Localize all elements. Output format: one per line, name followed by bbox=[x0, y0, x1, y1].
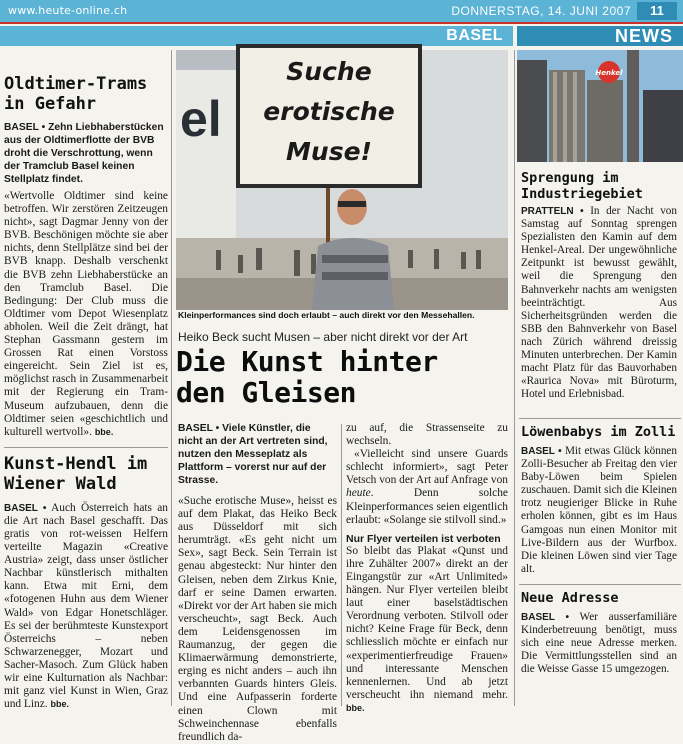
main-kicker: BASEL • bbox=[178, 423, 220, 434]
trams-kicker: BASEL • bbox=[4, 122, 46, 133]
henkel-logo: Henkel bbox=[595, 69, 623, 77]
protest-photo-illustration bbox=[176, 50, 508, 310]
trams-body-text: «Wertvolle Oldtimer sind keine betroffen. Wir zerstören Zeitzeugen nicht», sagt Dagmar Jenny von der BVB. Beschönigen möchte sie aber nichts, denn Stellplätze sind bei der BVB knapp. Deshalb verschenkt die BVB zehn Liebhaberstücke an den Tramclub Basel. Die Bedingung: Der Club muss die Oldtimer vom Depot Wiesenplatz abholen. Weil die Zeit drängt, hat Stephan Gassmann gestern im Grossen Rat einen Vorstoss eingereicht. Sein Ziel ist es, möglichst rasch in Zusammenarbeit mit der Regierung ein Tram-Museum aufzubauen, denn die Oldtimer seien «geschichtlich und kulturell wertvoll». bbox=[4, 190, 168, 438]
main-col2-body-b-pre: «Vielleicht sind unsere Guards schlecht informiert», sagt Peter Vetsch von der Art auf Anfrage von bbox=[346, 448, 508, 487]
loewen-headline: Löwenbabys im Zolli bbox=[521, 424, 676, 440]
trams-body bbox=[4, 190, 168, 439]
news-loewen bbox=[521, 424, 677, 576]
trams-lead-text: Zehn Liebhaberstücken aus der Oldtimerflotte der BVB droht die Verschrottung, wenn der Tramclub Basel keinen Stellplatz findet. bbox=[4, 122, 164, 185]
news-divider-2 bbox=[519, 584, 681, 585]
site-url: www.heute-online.ch bbox=[8, 4, 128, 17]
left-column bbox=[4, 52, 168, 711]
adresse-kicker: BASEL • bbox=[521, 612, 569, 623]
section-bar bbox=[0, 26, 513, 46]
page-number: 11 bbox=[637, 2, 677, 20]
hendl-headline: Kunst-Hendl im Wiener Wald bbox=[4, 453, 148, 494]
adresse-headline: Neue Adresse bbox=[521, 590, 619, 606]
main-col2-body-b bbox=[346, 448, 508, 527]
loewen-kicker: BASEL • bbox=[521, 446, 562, 457]
sprengung-kicker: PRATTELN • bbox=[521, 206, 584, 217]
issue-date: DONNERSTAG, 14. JUNI 2007 bbox=[451, 4, 631, 18]
news-photo bbox=[517, 50, 683, 162]
sprengung-body-text: In der Nacht von Samstag auf Sonntag sprengen Spezialisten den Kamin auf dem Henkel-Areal. Der ungewöhnliche Zeitpunkt ist bewusst gewählt, weil die Sprengung den Bahnverkehr nachts am wenigsten beeinträchtigt. Aus Sicherheitsgründen werden die SBB den Bahnverkehr von Basel nach Zürich während dreissig Minuten unterbrechen. Der Kamin macht Platz für das Bauvorhaben «Raurica Nova» mit Büroturm, Hotel und Erlebnisbad. bbox=[521, 205, 677, 401]
hendl-signature: bbe. bbox=[50, 699, 70, 710]
main-col1-body: «Suche erotische Muse», heisst es auf dem Plakat, das Heiko Beck aus Düsseldorf mit sich herumträgt. «Es geht nicht um Sex», sagt Beck. Sein Terrain ist genau abgesteckt: Nur hinter den Gleisen, neben dem Zirkus Knie, darf er seine Damen erwarten. «Direkt vor der Art haben sie mich verscheucht», sagt Beck. Auch dem Leidensgenossen im Raumanzug, der gegen die Klimaerwärmung demonstrierte, erging es nicht anders – auch ihn verbannten Guards hinters Gleis. Und eine Aufpasserin forderte einen Clown mit Schweinchennase ebenfalls freundlich da- bbox=[178, 495, 337, 743]
main-roofline: Heiko Beck sucht Musen – aber nicht direkt vor der Art bbox=[178, 330, 468, 344]
masthead-divider bbox=[0, 22, 683, 24]
main-headline-line-1: Die Kunst hinter bbox=[176, 345, 438, 378]
main-subhead: Nur Flyer verteilen ist verboten bbox=[346, 532, 501, 545]
column-rule-main bbox=[341, 424, 342, 706]
news-divider-1 bbox=[519, 418, 681, 419]
hendl-body bbox=[4, 502, 168, 712]
news-adresse bbox=[521, 590, 677, 676]
sign-text-line-2: erotische bbox=[263, 97, 395, 126]
photo-caption: Kleinperformances sind doch erlaubt – auch direkt vor den Messehallen. bbox=[178, 310, 475, 320]
section-label: BASEL bbox=[446, 27, 503, 44]
main-col2-body-a: zu auf, die Strassenseite zu wechseln. bbox=[346, 422, 508, 448]
main-column-1 bbox=[178, 422, 337, 744]
main-signature: bbe. bbox=[346, 702, 365, 713]
sprengung-body bbox=[521, 205, 677, 401]
main-col2-body-b-post: . Denn solche Kleinperformances seien eigentlich erlaubt: «Solange sie stilvoll sind.» bbox=[346, 487, 508, 526]
adresse-body-text: Wer ausserfamiliäre Kinderbetreuung benötigt, muss sich eine neue Adresse merken. Die Vermittlungsstellen sind an die Weisse Gasse 15 umgezogen. bbox=[521, 611, 677, 676]
loewen-body-text: Mit etwas Glück können Zolli-Besucher ab Freitag den vier Baby-Löwen beim Spielen zuschauen. Damit sich die Kleinen trotz neugieriger Blicke in Ruhe erholen können, gibt es im Haus Gamgoas nun einen Monitor mit Live-Bildern aus der Wurfbox. Die kleinen Löwen sind vier Tage alt. bbox=[521, 445, 677, 575]
loewen-body bbox=[521, 445, 677, 576]
trams-lead bbox=[4, 121, 168, 186]
industrial-chimney-photo bbox=[517, 50, 683, 162]
hendl-body-text: Auch Österreich hats an die Art nach Basel geschafft. Das gratis von rot-weissen Helfern verteilte Magazin «Creative Austria» zeigt, dass unser östlicher Nachbar künstlerisch mithalten kann. Etwa mit Erni, dem «fotogenen Huhn aus dem Wiener Wald» von Edgar Honetschläger. Es sei der berühmteste Kunstexport Österreichs – neben Schwarzenegger, Mozart und Sacher-Masoch. Zum Glück haben wir eine Kulturnation als Nachbar: mit ganz viel Kunst in Wien, Graz und Linz. bbox=[4, 501, 168, 711]
main-col2-body-c bbox=[346, 545, 508, 715]
news-label: NEWS bbox=[615, 26, 673, 46]
adresse-body bbox=[521, 611, 677, 676]
news-sprengung bbox=[521, 170, 677, 401]
masthead bbox=[0, 0, 683, 22]
main-col2-body-c-text: So bleibt das Plakat «Qunst und ihre Zuhälter 2007» direkt an der Eingangstür zur «Art Unlimited» hängen. Nur Flyer verteilen bleibt laut einer baselstädtischen Verordnung verboten. Stilvoll oder nicht? Keine Frage für Beck, denn schliesslich möchte er einfach nur «experimentierfreudige Frauen» und interessante Menschen kennenlernen. Und ab jetzt verscheucht ihn niemand mehr. bbox=[346, 544, 508, 701]
news-bar bbox=[517, 26, 683, 46]
background-letters: el bbox=[180, 91, 222, 147]
main-photo bbox=[176, 50, 508, 310]
main-lead bbox=[178, 422, 337, 487]
main-headline-line-2: den Gleisen bbox=[176, 376, 356, 409]
main-column-2 bbox=[346, 422, 508, 715]
main-col2-body-b-em: heute bbox=[346, 487, 371, 500]
trams-headline: Oldtimer-Trams in Gefahr bbox=[4, 74, 148, 114]
trams-signature: bbe. bbox=[94, 426, 114, 437]
main-headline bbox=[176, 346, 510, 408]
sign-text-line-3: Muse! bbox=[286, 137, 372, 166]
column-rule-right bbox=[514, 50, 515, 706]
sign-text-line-1: Suche bbox=[286, 57, 372, 86]
sprengung-headline: Sprengung im Industriegebiet bbox=[521, 170, 643, 202]
main-lead-text: Viele Künstler, die nicht an der Art vertreten sind, nutzen den Messeplatz als Plattform – vorerst nur auf der Strasse. bbox=[178, 423, 328, 486]
column-rule-left bbox=[171, 50, 172, 706]
left-divider bbox=[4, 447, 168, 448]
hendl-kicker: BASEL • bbox=[4, 502, 47, 514]
